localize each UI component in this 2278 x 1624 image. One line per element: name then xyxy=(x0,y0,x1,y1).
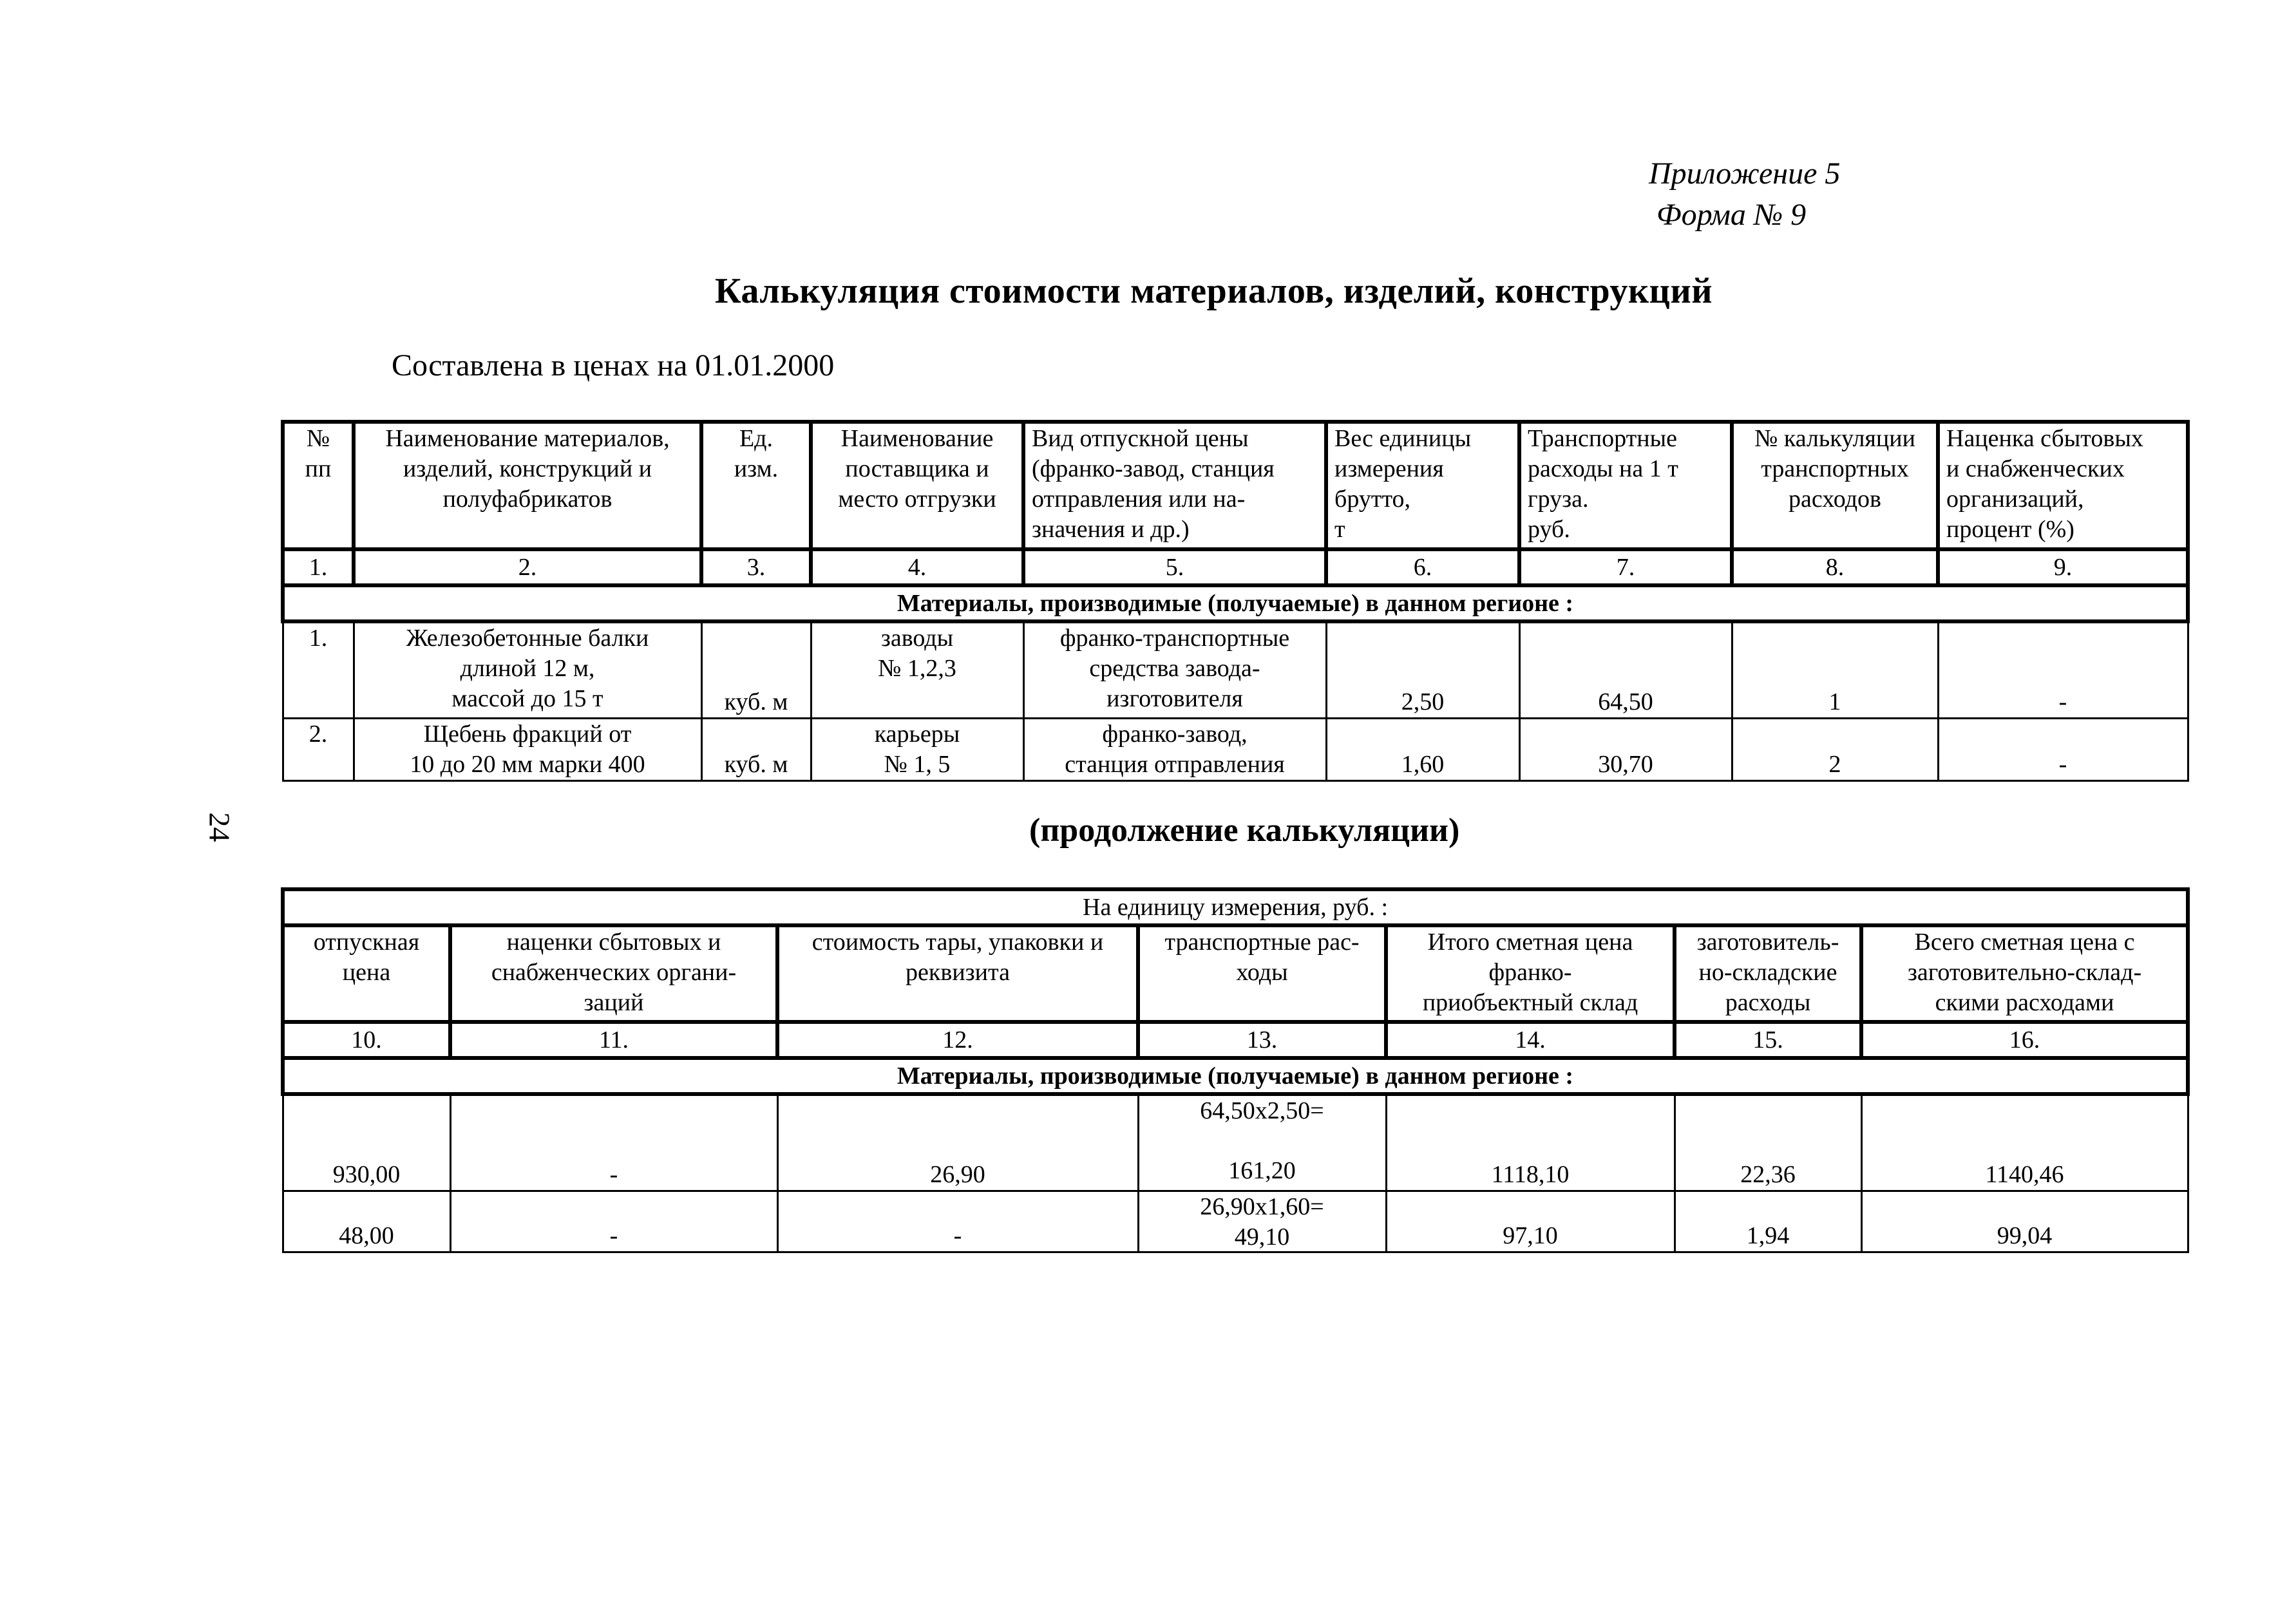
column-header: № калькуляции транспортных расходов xyxy=(1732,422,1938,549)
grand-total: 1140,46 xyxy=(1861,1094,2188,1191)
storage-cost: 22,36 xyxy=(1675,1094,1861,1191)
column-number: 14. xyxy=(1386,1022,1675,1058)
section-row xyxy=(283,585,2188,621)
column-header: № пп xyxy=(283,422,354,549)
column-header: стоимость тары, упаковки и реквизита xyxy=(777,925,1138,1022)
transport-formula: 26,90x1,60= xyxy=(1200,1193,1324,1220)
packaging-cost: 26,90 xyxy=(777,1094,1138,1191)
column-number: 8. xyxy=(1732,549,1938,585)
column-number: 7. xyxy=(1519,549,1732,585)
calculation-number: 1 xyxy=(1732,621,1938,719)
calculation-table xyxy=(281,420,2190,782)
column-header: заготовитель- но-складские расходы xyxy=(1675,925,1861,1022)
table-header-row xyxy=(283,925,2188,1022)
transport-cost xyxy=(1138,1094,1386,1191)
column-header: транспортные рас- ходы xyxy=(1138,925,1386,1022)
section-title: Материалы, производимые (получаемые) в данном регионе : xyxy=(283,585,2188,621)
release-price: 48,00 xyxy=(283,1191,450,1252)
supplier: заводы № 1,2,3 xyxy=(811,621,1023,719)
transport-value: 161,20 xyxy=(1228,1157,1296,1184)
total-price: 1118,10 xyxy=(1386,1094,1675,1191)
column-number: 2. xyxy=(354,549,701,585)
column-number: 12. xyxy=(777,1022,1138,1058)
column-header: Наименование материалов, изделий, конструкций и полуфабрикатов xyxy=(354,422,701,549)
column-header: Наименование поставщика и место отгрузки xyxy=(811,422,1023,549)
column-header: Ед. изм. xyxy=(701,422,811,549)
transport-cost: 64,50 xyxy=(1519,621,1732,719)
continuation-table xyxy=(281,887,2190,1253)
section-row xyxy=(283,1058,2188,1094)
column-header: отпускная цена xyxy=(283,925,450,1022)
price-type: франко-завод, станция отправления xyxy=(1023,719,1326,781)
supplier: карьеры № 1, 5 xyxy=(811,719,1023,781)
table-row xyxy=(283,719,2188,781)
group-header: На единицу измерения, руб. : xyxy=(283,889,2188,925)
table-row xyxy=(283,621,2188,719)
column-header: Наценка сбытовых и снабженческих организаций, процент (%) xyxy=(1938,422,2188,549)
section-title: Материалы, производимые (получаемые) в данном регионе : xyxy=(283,1058,2188,1094)
price-date-subtitle: Составлена в ценах на 01.01.2000 xyxy=(392,348,835,382)
appendix-label xyxy=(1649,153,1984,236)
row-number: 1. xyxy=(283,621,354,719)
column-header: Итого сметная цена франко- приобъектный склад xyxy=(1386,925,1675,1022)
column-header: Всего сметная цена с заготовительно-склад- скими расходами xyxy=(1861,925,2188,1022)
continuation-title: (продолжение калькуляции) xyxy=(1029,812,1460,849)
total-price: 97,10 xyxy=(1386,1191,1675,1252)
column-number: 11. xyxy=(450,1022,777,1058)
page-title: Калькуляция стоимости материалов, изделий, конструкций xyxy=(715,271,1713,311)
column-number: 5. xyxy=(1023,549,1326,585)
column-number-row xyxy=(283,1022,2188,1058)
storage-cost: 1,94 xyxy=(1675,1191,1861,1252)
material-name: Щебень фракций от 10 до 20 мм марки 400 xyxy=(354,719,701,781)
release-price: 930,00 xyxy=(283,1094,450,1191)
page-number: 24 xyxy=(203,812,236,842)
column-number: 3. xyxy=(701,549,811,585)
form-number: Форма № 9 xyxy=(1656,198,1807,232)
table-row xyxy=(283,1094,2188,1191)
column-number-row xyxy=(283,549,2188,585)
appendix-number: Приложение 5 xyxy=(1649,156,1841,191)
transport-formula: 64,50x2,50= xyxy=(1200,1097,1324,1124)
table-header-row xyxy=(283,422,2188,549)
group-header-row xyxy=(283,889,2188,925)
column-number: 16. xyxy=(1861,1022,2188,1058)
price-type: франко-транспортные средства завода- изготовителя xyxy=(1023,621,1326,719)
transport-cost: 30,70 xyxy=(1519,719,1732,781)
row-number: 2. xyxy=(283,719,354,781)
material-name: Железобетонные балки длиной 12 м, массой до 15 т xyxy=(354,621,701,719)
column-header: Вид отпускной цены (франко-завод, станция отправления или на- значения и др.) xyxy=(1023,422,1326,549)
column-number: 1. xyxy=(283,549,354,585)
column-number: 13. xyxy=(1138,1022,1386,1058)
column-number: 9. xyxy=(1938,549,2188,585)
column-header: Вес единицы измерения брутто, т xyxy=(1326,422,1519,549)
calculation-number: 2 xyxy=(1732,719,1938,781)
markup: - xyxy=(1938,621,2188,719)
column-number: 4. xyxy=(811,549,1023,585)
packaging-cost: - xyxy=(777,1191,1138,1252)
transport-cost xyxy=(1138,1191,1386,1252)
column-number: 10. xyxy=(283,1022,450,1058)
column-number: 6. xyxy=(1326,549,1519,585)
transport-value: 49,10 xyxy=(1234,1223,1290,1251)
grand-total: 99,04 xyxy=(1861,1191,2188,1252)
markup: - xyxy=(450,1191,777,1252)
table-row xyxy=(283,1191,2188,1252)
weight: 1,60 xyxy=(1326,719,1519,781)
markup: - xyxy=(450,1094,777,1191)
column-header: наценки сбытовых и снабженческих органи- заций xyxy=(450,925,777,1022)
weight: 2,50 xyxy=(1326,621,1519,719)
unit: куб. м xyxy=(701,719,811,781)
column-number: 15. xyxy=(1675,1022,1861,1058)
unit: куб. м xyxy=(701,621,811,719)
markup: - xyxy=(1938,719,2188,781)
column-header: Транспортные расходы на 1 т груза. руб. xyxy=(1519,422,1732,549)
